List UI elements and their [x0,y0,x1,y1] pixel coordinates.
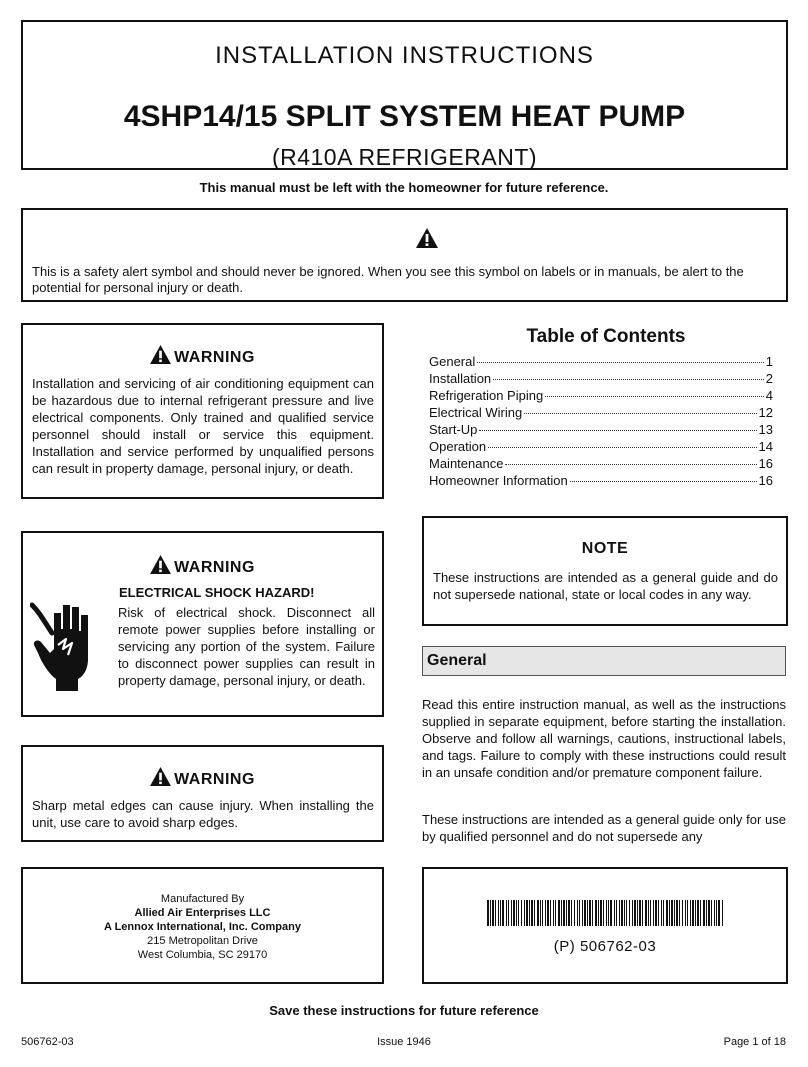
toc-item[interactable] [429,370,773,387]
warning-box-refrigerant [21,323,384,499]
manufacturer-city: West Columbia, SC 29170 [137,949,268,961]
table-of-contents [429,353,773,489]
manufacturer-street: 215 Metropolitan Drive [147,935,258,947]
warning-alert-icon [150,767,171,786]
toc-item[interactable] [429,472,773,489]
product-title: 4SHP14/15 SPLIT SYSTEM HEAT PUMP [123,100,686,133]
warning-heading [23,767,382,789]
footer-page-number: Page 1 of 18 [723,1036,786,1048]
warning-heading [23,555,382,577]
toc-item-page: 2 [765,371,773,386]
note-heading: NOTE [581,540,629,557]
warning-heading [23,345,382,367]
toc-item[interactable] [429,353,773,370]
manufacturer-label: Manufactured By [160,893,245,905]
document-type-heading: INSTALLATION INSTRUCTIONS [215,42,594,69]
manufacturer-name: Allied Air Enterprises LLC [134,907,271,919]
toc-item-label: General [429,354,476,369]
toc-item-label: Maintenance [429,456,504,471]
footer-doc-number: 506762-03 [21,1036,74,1048]
toc-item[interactable] [429,404,773,421]
barcode-image [487,900,723,926]
warning-alert-icon [150,555,171,574]
toc-item-page: 16 [758,473,773,488]
warning-alert-icon [150,345,171,364]
manufacturer-box [21,867,384,984]
footer-issue: Issue 1946 [377,1036,431,1048]
warning-text: Installation and servicing of air conditioning equipment can be hazardous due to internal refrigerant pressure and live electrical components. Only trained and qualified service personnel should install or service this equipment. Installation and service performed by unqualified persons can result in property damage, personal injury, or death. [32,376,374,476]
warning-text: Risk of electrical shock. Disconnect all remote power supplies before installing or servicing any portion of the system. Failure to disconnect power supplies can result in property damage, personal injury, or death. [118,605,375,688]
general-paragraph: These instructions are intended as a general guide only for use by qualified personnel and do not supersede any [422,812,786,844]
toc-item-label: Operation [429,439,487,454]
warning-text: Sharp metal edges can cause injury. When installing the unit, use care to avoid sharp edges. [32,798,374,830]
toc-item-label: Start-Up [429,422,478,437]
toc-item-label: Refrigeration Piping [429,388,544,403]
note-text: These instructions are intended as a general guide and do not supersede national, state or local codes in any way. [433,570,778,602]
warning-box-sharp-edges [21,745,384,842]
part-number: (P) 506762-03 [553,938,657,955]
safety-alert-text: This is a safety alert symbol and should never be ignored. When you see this symbol on labels or in manuals, be alert to the potential for personal injury or death. [32,264,744,295]
warning-label: WARNING [174,349,255,366]
homeowner-notice: This manual must be left with the homeowner for future reference. [199,180,609,195]
warning-box-electrical [21,531,384,717]
toc-item-page: 16 [758,456,773,471]
electrical-shock-hand-icon [30,599,100,695]
warning-label: WARNING [174,559,255,576]
toc-item-page: 1 [765,354,773,369]
toc-item-page: 14 [758,439,773,454]
general-paragraph: Read this entire instruction manual, as well as the instructions supplied in separate equipment, before starting the installation. Observe and follow all warnings, cautions, instructional labels, and tags. Failure to comply with these instructions could result in an unsafe condition and/or premature component failure. [422,697,786,780]
safety-alert-icon [416,228,438,248]
toc-item[interactable] [429,421,773,438]
toc-item-label: Electrical Wiring [429,405,523,420]
parent-company: A Lennox International, Inc. Company [103,921,301,933]
toc-item-page: 4 [765,388,773,403]
safety-alert-box [21,208,788,302]
warning-label: WARNING [174,771,255,788]
toc-item[interactable] [429,438,773,455]
toc-title: Table of Contents [526,326,686,347]
toc-item[interactable] [429,455,773,472]
toc-item-page: 13 [758,422,773,437]
barcode-box [422,867,788,984]
save-instructions-note: Save these instructions for future reference [269,1003,539,1018]
general-section-heading: General [422,646,786,676]
toc-item[interactable] [429,387,773,404]
title-block [21,20,788,170]
toc-item-label: Installation [429,371,492,386]
note-box [422,516,788,626]
toc-item-label: Homeowner Information [429,473,568,488]
toc-item-page: 12 [758,405,773,420]
refrigerant-subtitle: (R410A REFRIGERANT) [271,144,538,170]
shock-hazard-title: ELECTRICAL SHOCK HAZARD! [119,585,315,600]
